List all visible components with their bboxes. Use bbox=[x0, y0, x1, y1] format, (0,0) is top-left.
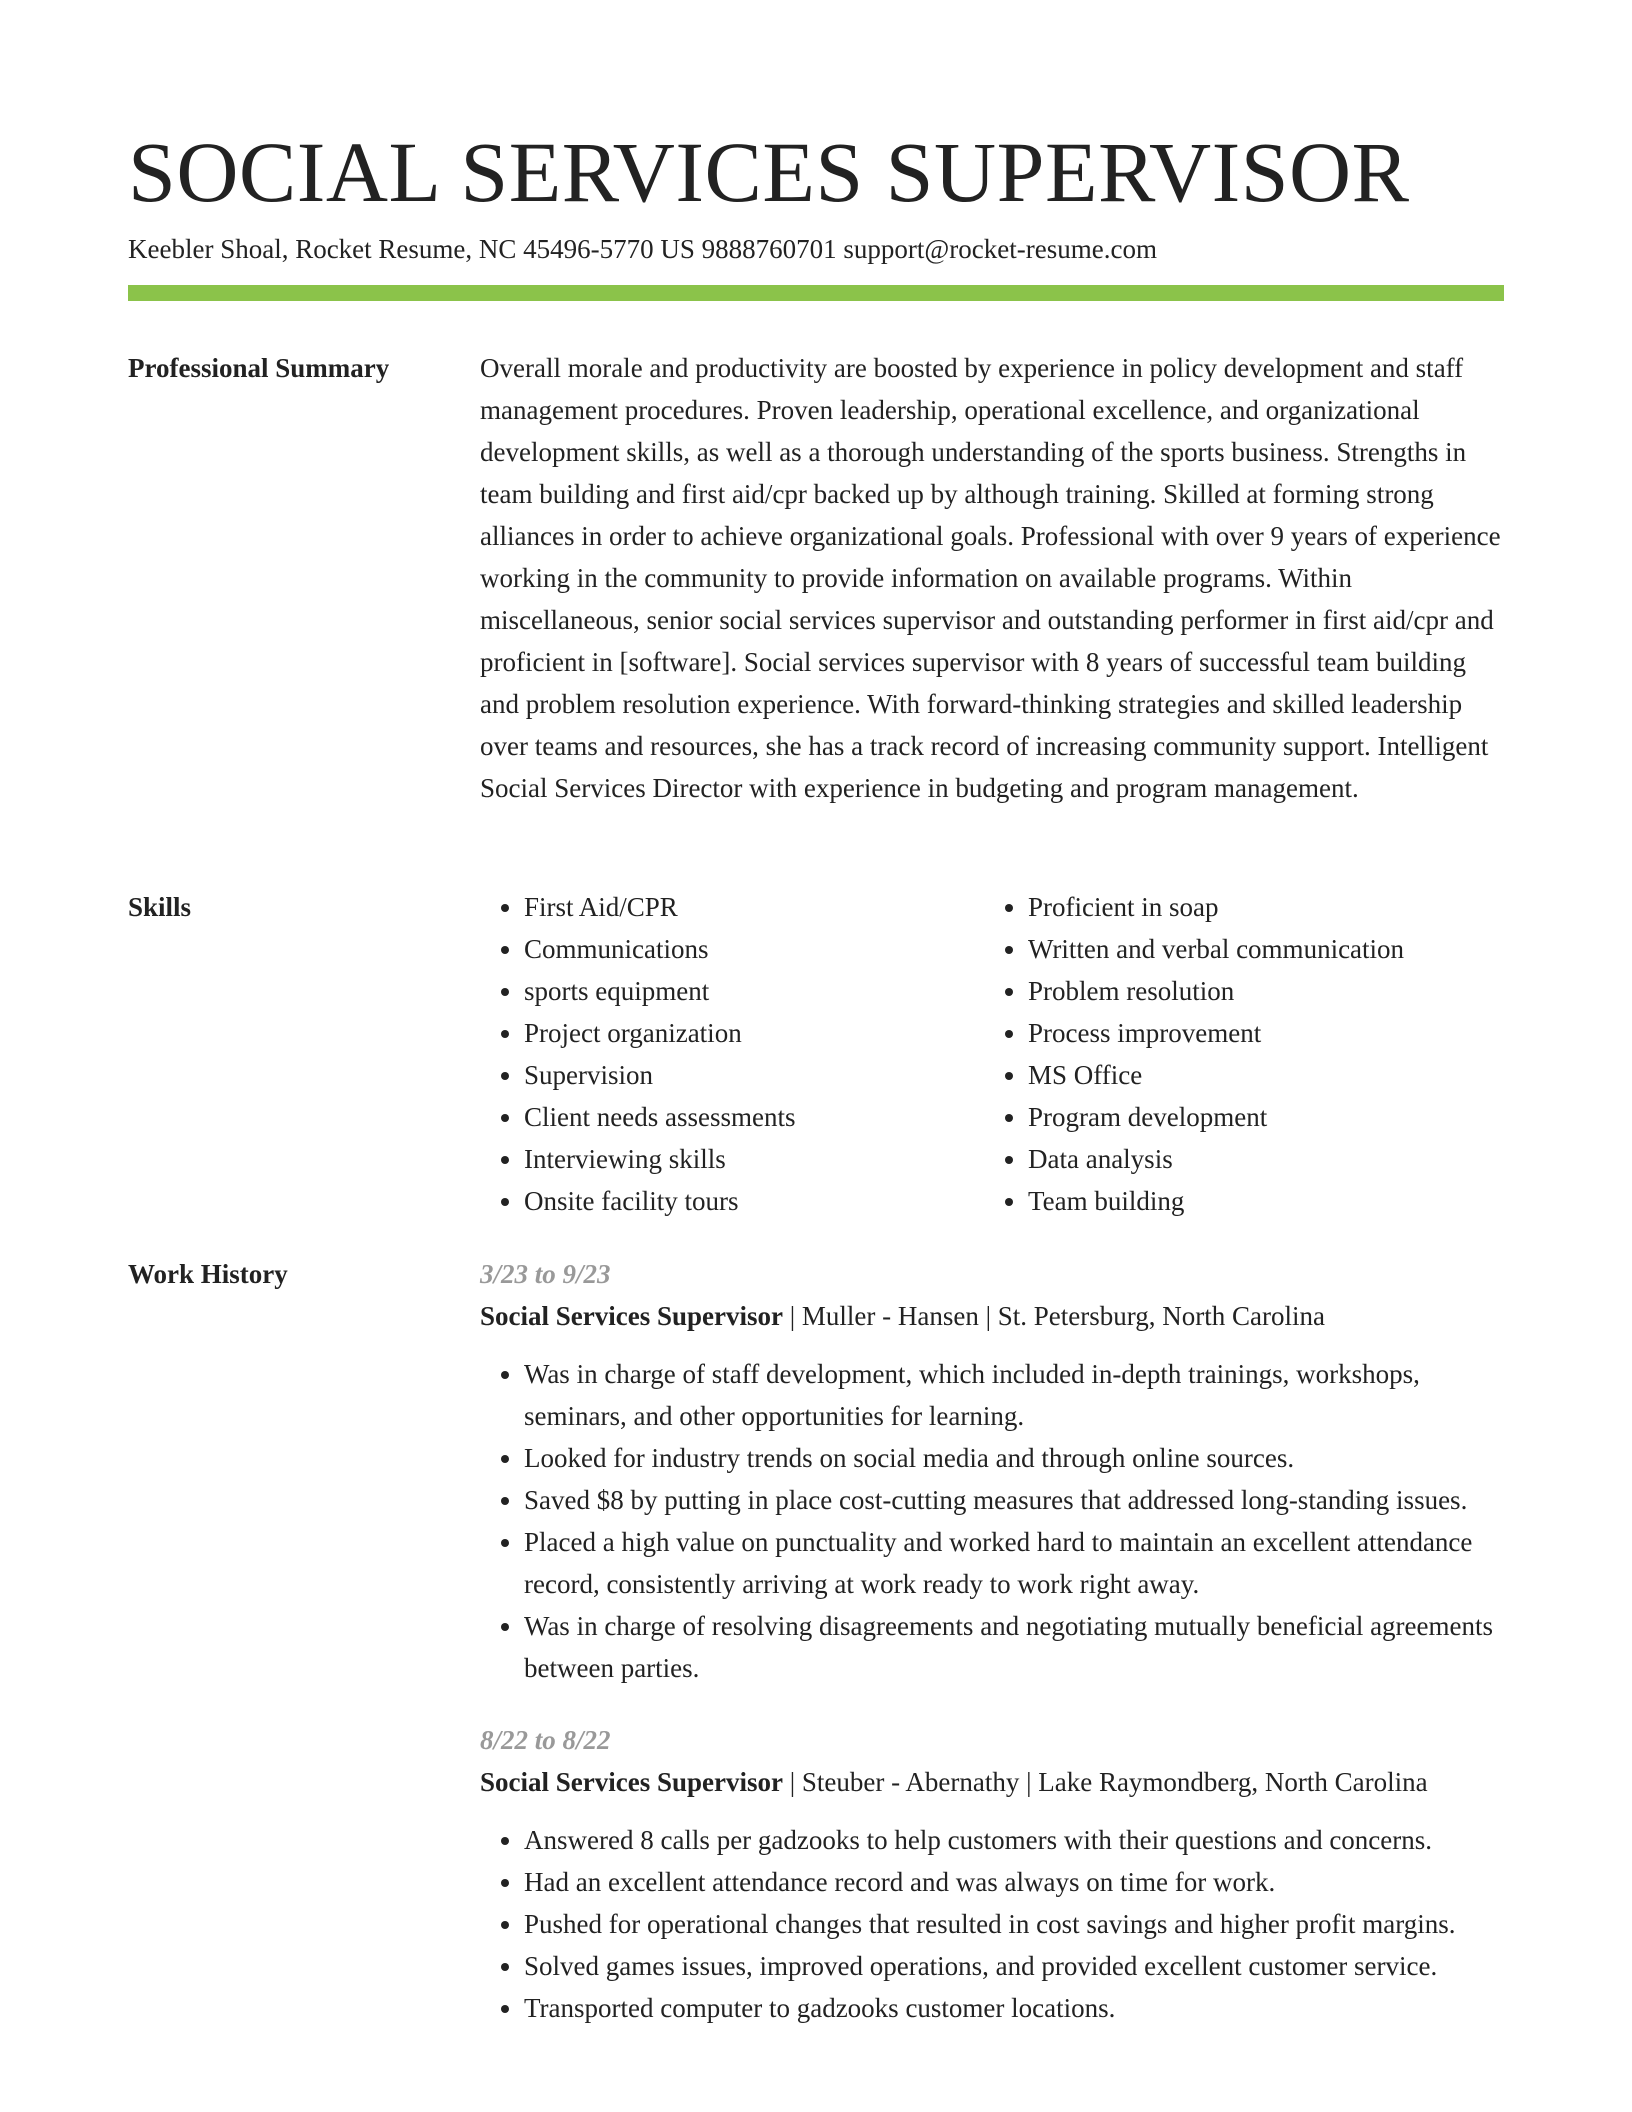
job-heading bbox=[480, 1761, 1508, 1803]
skill-item: • MS Office bbox=[1028, 1054, 1488, 1096]
skill-item: • Proficient in soap bbox=[1028, 886, 1488, 928]
job-title: Social Services Supervisor bbox=[480, 1301, 783, 1331]
job-heading bbox=[480, 1295, 1508, 1337]
skills-column-right bbox=[984, 886, 1488, 1222]
skill-item: • Written and verbal communication bbox=[1028, 928, 1488, 970]
job-dates: 3/23 to 9/23 bbox=[480, 1259, 611, 1289]
job-bullet: • Was in charge of resolving disagreements and negotiating mutually beneficial agreements between parties. bbox=[524, 1605, 1508, 1689]
job-bullet: • Answered 8 calls per gadzooks to help customers with their questions and concerns. bbox=[524, 1819, 1508, 1861]
resume-name: SOCIAL SERVICES SUPERVISOR bbox=[128, 124, 1410, 220]
skill-item: • Interviewing skills bbox=[524, 1138, 984, 1180]
skill-item: • Program development bbox=[1028, 1096, 1488, 1138]
skill-item: • First Aid/CPR bbox=[524, 886, 984, 928]
skill-item: • Data analysis bbox=[1028, 1138, 1488, 1180]
work-history-section bbox=[480, 1253, 1508, 2059]
skills-label: Skills bbox=[128, 892, 192, 922]
skill-item: • sports equipment bbox=[524, 970, 984, 1012]
skills-section bbox=[480, 886, 1508, 1222]
job-bullet: • Looked for industry trends on social media and through online sources. bbox=[524, 1437, 1508, 1479]
skills-column-left bbox=[480, 886, 984, 1222]
job-bullet: • Pushed for operational changes that resulted in cost savings and higher profit margins. bbox=[524, 1903, 1508, 1945]
skill-item: • Team building bbox=[1028, 1180, 1488, 1222]
skill-item: • Communications bbox=[524, 928, 984, 970]
skill-item: • Problem resolution bbox=[1028, 970, 1488, 1012]
job-bullet: • Was in charge of staff development, which included in-depth trainings, workshops, seminars, and other opportunities for learning. bbox=[524, 1353, 1508, 1437]
skills-list-right bbox=[984, 886, 1488, 1222]
job-employer-location: | Muller - Hansen | St. Petersburg, North Carolina bbox=[782, 1301, 1325, 1331]
skill-item: • Supervision bbox=[524, 1054, 984, 1096]
job-title: Social Services Supervisor bbox=[480, 1767, 783, 1797]
work-history-label: Work History bbox=[128, 1259, 288, 1289]
job-bullet: • Placed a high value on punctuality and worked hard to maintain an excellent attendance record, consistently arriving at work ready to work right away. bbox=[524, 1521, 1508, 1605]
job-entry bbox=[480, 1719, 1508, 2029]
summary-section bbox=[480, 347, 1508, 809]
contact-info: Keebler Shoal, Rocket Resume, NC 45496-5770 US 9888760701 support@rocket-resume.com bbox=[128, 234, 1157, 264]
skill-item: • Project organization bbox=[524, 1012, 984, 1054]
skill-item: • Client needs assessments bbox=[524, 1096, 984, 1138]
job-dates: 8/22 to 8/22 bbox=[480, 1725, 611, 1755]
job-bullets bbox=[480, 1353, 1508, 1689]
job-bullet: • Saved $8 by putting in place cost-cutting measures that addressed long-standing issues. bbox=[524, 1479, 1508, 1521]
summary-text: Overall morale and productivity are boosted by experience in policy development and staff management procedures. Proven leadership, operational excellence, and organizational development skills, as well as a thorough understanding of the sports business. Strengths in team building and first aid/cpr backed up by although training. Skilled at forming strong alliances in order to achieve organizational goals. Professional with over 9 years of experience working in the community to provide information on available programs. Within miscellaneous, senior social services supervisor and outstanding performer in first aid/cpr and proficient in [software]. Social services supervisor with 8 years of successful team building and problem resolution experience. With forward-thinking strategies and skilled leadership over teams and resources, she has a track record of increasing community support. Intelligent Social Services Director with experience in budgeting and program management. bbox=[480, 353, 1501, 803]
skill-item: • Process improvement bbox=[1028, 1012, 1488, 1054]
skills-list-left bbox=[480, 886, 984, 1222]
job-bullet: • Transported computer to gadzooks customer locations. bbox=[524, 1987, 1508, 2029]
header-divider bbox=[128, 285, 1504, 301]
job-entry bbox=[480, 1253, 1508, 1689]
job-bullets bbox=[480, 1819, 1508, 2029]
skill-item: • Onsite facility tours bbox=[524, 1180, 984, 1222]
summary-label: Professional Summary bbox=[128, 353, 390, 383]
job-bullet: • Had an excellent attendance record and was always on time for work. bbox=[524, 1861, 1508, 1903]
job-employer-location: | Steuber - Abernathy | Lake Raymondberg, North Carolina bbox=[782, 1767, 1428, 1797]
job-bullet: • Solved games issues, improved operations, and provided excellent customer service. bbox=[524, 1945, 1508, 1987]
